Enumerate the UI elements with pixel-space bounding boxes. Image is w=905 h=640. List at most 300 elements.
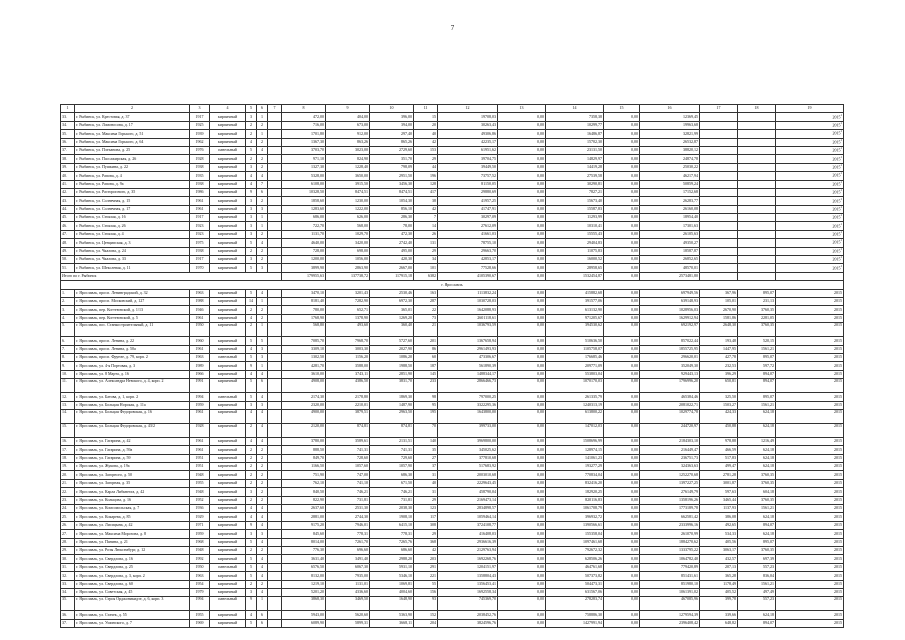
cell-text: 123 (430, 505, 436, 511)
cell-text: 3724108,77 (477, 522, 496, 528)
cell-a (282, 230, 326, 238)
cell-j (700, 314, 738, 322)
cell-text: 0,00 (631, 471, 638, 477)
cell-en (257, 572, 268, 580)
cell-n (61, 113, 75, 121)
cell-e (438, 362, 498, 370)
cell-text: 2963,50 (399, 409, 412, 414)
cell-a (282, 393, 326, 401)
cell-fl (246, 611, 257, 619)
cell-text: 0,00 (537, 164, 544, 170)
cell-d (414, 505, 438, 513)
cell-text: 1 (261, 214, 263, 220)
cell-text: 2015 (834, 564, 842, 570)
cell-h (604, 306, 640, 314)
total-cell-yr (776, 272, 844, 280)
cell-addr (75, 247, 190, 255)
cell-text: 5 (250, 572, 252, 578)
cell-yr (776, 555, 844, 563)
header-cell: 2 (75, 105, 190, 113)
table-row (61, 188, 844, 196)
cell-h (604, 323, 640, 337)
cell-mat (210, 230, 246, 238)
section-title: г. Ярославль (61, 281, 844, 289)
cell-e (438, 353, 498, 361)
cell-text: 27539,58 (587, 172, 602, 178)
cell-text: 0,00 (537, 547, 544, 553)
table-row (61, 555, 844, 563)
total-cell-j (700, 272, 738, 280)
cell-text: 2015 (832, 206, 841, 212)
cell-a (282, 580, 326, 588)
total-cell-b: 137738,72 (326, 272, 370, 280)
cell-c (370, 611, 414, 619)
cell-text: 495,00 (401, 248, 412, 254)
cell-text: 0,00 (537, 497, 544, 503)
cell-text: 2003010,68 (477, 471, 496, 477)
cell-addr (75, 597, 190, 611)
cell-text: 231,13 (763, 298, 774, 304)
cell-year (190, 306, 210, 314)
cell-text: 1488344,17 (477, 371, 496, 377)
cell-j (700, 138, 738, 146)
cell-n (61, 401, 75, 409)
cell-f (498, 479, 546, 487)
cell-text: 0,00 (631, 580, 638, 586)
cell-text: 894,07 (763, 378, 774, 384)
cell-text: 497,49 (763, 589, 774, 595)
cell-g (546, 505, 604, 513)
cell-d (414, 163, 438, 171)
cell-text: 0,00 (537, 378, 544, 384)
cell-yr (776, 446, 844, 454)
cell-text: 1923 (195, 222, 204, 228)
cell-a (282, 205, 326, 213)
cell-h (604, 538, 640, 546)
table-row (61, 222, 844, 230)
cell-text: кирпичный (217, 322, 238, 328)
cell-text: 2015 (832, 231, 841, 237)
cell-e (438, 563, 498, 571)
cell-text: 1228,40 (355, 164, 368, 170)
cell-blank (268, 214, 282, 222)
cell-e (438, 393, 498, 401)
cell-text: 2531,30 (355, 505, 368, 511)
cell-k (738, 337, 776, 345)
cell-text: 6108,00 (311, 180, 324, 186)
cell-addr (75, 379, 190, 393)
cell-en (257, 172, 268, 180)
cell-text: г. Ярославль, ул. Свердлова, д. 3, корп. 2 (76, 572, 145, 578)
cell-h (604, 530, 640, 538)
cell-fl (246, 130, 257, 138)
cell-text: 16486,87 (587, 130, 602, 136)
cell-text: 2015 (834, 463, 842, 469)
cell-k (738, 172, 776, 180)
cell-text: 3631,40 (311, 555, 324, 561)
cell-a (282, 611, 326, 619)
cell-text: 1131,01 (355, 580, 368, 586)
cell-i (640, 353, 700, 361)
cell-j (700, 505, 738, 513)
cell-text: 450,88 (725, 423, 736, 428)
cell-d (414, 572, 438, 580)
total-cell-d: 6382 (414, 272, 438, 280)
table-row (61, 163, 844, 171)
cell-addr (75, 172, 190, 180)
cell-e (438, 496, 498, 504)
cell-text: кирпичный (217, 222, 238, 228)
table-row (61, 530, 844, 538)
table-row (61, 314, 844, 322)
cell-i (640, 488, 700, 496)
cell-year (190, 555, 210, 563)
cell-text: 0,00 (537, 231, 544, 237)
cell-text: 2834898,57 (477, 505, 496, 511)
cell-text: 46217,94 (683, 172, 698, 178)
cell-mat (210, 479, 246, 487)
cell-b (326, 205, 370, 213)
cell-fl (246, 197, 257, 205)
cell-b (326, 264, 370, 272)
cell-n (61, 264, 75, 272)
cell-i (640, 247, 700, 255)
cell-en (257, 619, 268, 627)
cell-text: 3760,35 (761, 471, 774, 477)
cell-k (738, 479, 776, 487)
cell-en (257, 239, 268, 247)
cell-i (640, 446, 700, 454)
cell-en (257, 297, 268, 305)
cell-yr (776, 337, 844, 345)
cell-text: 504473,31 (585, 580, 602, 586)
cell-text: 27 (432, 455, 436, 461)
cell-k (738, 247, 776, 255)
cell-b (326, 597, 370, 611)
cell-text: 141061,23 (585, 455, 602, 461)
cell-b (326, 563, 370, 571)
cell-mat (210, 155, 246, 163)
cell-text: 147012,03 (585, 423, 602, 428)
cell-g (546, 205, 604, 213)
cell-text: г. Рыбинск, ул. Шекслевая, д. 11 (76, 264, 131, 270)
cell-i (640, 379, 700, 393)
cell-j (700, 471, 738, 479)
table-row (61, 580, 844, 588)
header-row (61, 105, 844, 113)
cell-a (282, 188, 326, 196)
table-row (61, 146, 844, 154)
cell-mat (210, 256, 246, 264)
cell-text: 34. (62, 589, 67, 595)
cell-blank (268, 337, 282, 345)
cell-n (61, 155, 75, 163)
cell-i (640, 163, 700, 171)
cell-b (326, 409, 370, 423)
table-row (61, 463, 844, 471)
cell-text: г. Рыбинск, ул. Максима Горького, д. 64 (76, 138, 144, 144)
cell-text: 465384,46 (681, 393, 698, 399)
cell-fl (246, 471, 257, 479)
cell-text: 697949,56 (681, 289, 698, 295)
cell-en (257, 256, 268, 264)
cell-text: 0,00 (537, 393, 544, 399)
cell-text: 8474,51 (355, 189, 368, 195)
cell-e (438, 505, 498, 513)
cell-text: 3 (261, 530, 263, 536)
cell-b (326, 121, 370, 129)
cell-blank (268, 306, 282, 314)
cell-text: 3760,35 (761, 480, 774, 486)
cell-h (604, 345, 640, 353)
cell-addr (75, 323, 190, 337)
cell-n (61, 619, 75, 627)
cell-h (604, 264, 640, 272)
cell-text: 2120,00 (311, 423, 324, 428)
cell-text: 1950 (195, 564, 204, 570)
cell-text: 41747,91 (481, 206, 496, 212)
cell-text: 2 (261, 155, 263, 161)
cell-f (498, 130, 546, 138)
cell-yr (776, 314, 844, 322)
cell-text: 4 (261, 423, 263, 428)
cell-blank (268, 505, 282, 513)
cell-text: кирпичный (217, 572, 238, 578)
cell-a (282, 247, 326, 255)
cell-text: 236751,73 (681, 455, 698, 461)
cell-mat (210, 205, 246, 213)
cell-text: г. Ярославль, ул. Кокарева, д. 85 (76, 513, 131, 519)
cell-n (61, 588, 75, 596)
cell-n (61, 180, 75, 188)
cell-en (257, 113, 268, 121)
cell-text: кирпичный (217, 455, 238, 461)
cell-text: 2742,40 (399, 239, 412, 245)
cell-c (370, 401, 414, 409)
cell-text: 1884270,62 (679, 538, 698, 544)
table-row (61, 513, 844, 521)
cell-text: 2015 (834, 480, 842, 486)
cell-blank (268, 362, 282, 370)
cell-text: 2015 (834, 315, 842, 321)
cell-e (438, 306, 498, 314)
cell-text: 2015 (834, 488, 842, 494)
cell-i (640, 597, 700, 611)
cell-n (61, 146, 75, 154)
cell-n (61, 197, 75, 205)
cell-j (700, 496, 738, 504)
cell-en (257, 306, 268, 314)
cell-e (438, 437, 498, 445)
cell-text: 365,28 (725, 572, 736, 578)
cell-fl (246, 188, 257, 196)
cell-en (257, 463, 268, 471)
cell-mat (210, 588, 246, 596)
cell-text: 31. (62, 564, 67, 570)
cell-d (414, 513, 438, 521)
cell-text: 78755,10 (481, 239, 496, 245)
cell-text: 4 (250, 371, 252, 377)
cell-text: 2015 (834, 596, 842, 602)
cell-text: 557,23 (763, 564, 774, 570)
cell-text: панельный (218, 393, 237, 399)
cell-text: 5 (250, 337, 252, 343)
cell-text: 2015 (834, 538, 842, 544)
cell-n (61, 297, 75, 305)
cell-g (546, 230, 604, 238)
cell-fl (246, 530, 257, 538)
cell-text: 32821,99 (683, 130, 698, 136)
cell-text: 5899,31 (355, 620, 368, 626)
cell-g (546, 247, 604, 255)
cell-en (257, 121, 268, 129)
cell-text: 458790,04 (479, 488, 496, 494)
cell-fl (246, 521, 257, 529)
total-cell-c: 117915,18 (370, 272, 414, 280)
cell-text: 1948 (195, 471, 204, 477)
cell-year (190, 393, 210, 401)
cell-text: 3 (250, 256, 252, 262)
cell-text: 0,00 (631, 180, 638, 186)
cell-text: 3868,30 (311, 596, 324, 602)
cell-k (738, 256, 776, 264)
cell-text: 152 (430, 611, 436, 617)
cell-g (546, 546, 604, 554)
cell-text: г. Ярославль, просп. Ленина, д. 50а (76, 345, 136, 351)
cell-d (414, 306, 438, 314)
cell-f (498, 597, 546, 611)
cell-text: кирпичный (217, 580, 238, 586)
cell-n (61, 521, 75, 529)
cell-i (640, 409, 700, 423)
cell-text: 780,00 (313, 306, 324, 312)
footnote-mark: 1 (840, 238, 842, 243)
cell-text: 849,70 (313, 455, 324, 461)
cell-a (282, 323, 326, 337)
cell-text: 0,00 (537, 315, 544, 321)
cell-text: 3610,00 (311, 371, 324, 377)
cell-yr (776, 463, 844, 471)
cell-text: 888,50 (313, 446, 324, 452)
cell-text: 1951 (195, 455, 204, 461)
cell-en (257, 247, 268, 255)
cell-yr (776, 409, 844, 423)
cell-text: 4 (250, 172, 252, 178)
cell-text: 857022,44 (681, 337, 698, 343)
cell-text: 48. (62, 239, 67, 245)
cell-text: 2015 (834, 572, 842, 578)
cell-f (498, 146, 546, 154)
cell-d (414, 130, 438, 138)
cell-text: 1961 (195, 197, 204, 203)
cell-text: 1935 (195, 172, 204, 178)
cell-text: 5 (250, 538, 252, 544)
cell-text: 1955 (195, 611, 204, 617)
cell-i (640, 362, 700, 370)
cell-text: 48570,01 (683, 264, 698, 270)
cell-text: 29 (432, 530, 436, 536)
cell-text: 3023,00 (355, 147, 368, 153)
cell-j (700, 180, 738, 188)
cell-n (61, 323, 75, 337)
cell-year (190, 580, 210, 588)
cell-text: 1917 (195, 256, 204, 262)
cell-fl (246, 572, 257, 580)
cell-text: 3 (261, 401, 263, 407)
cell-text: 7 (261, 180, 263, 186)
cell-yr (776, 538, 844, 546)
cell-k (738, 353, 776, 361)
table-row (61, 297, 844, 305)
cell-addr (75, 611, 190, 619)
cell-text: 8132,00 (311, 572, 324, 578)
cell-a (282, 345, 326, 353)
cell-fl (246, 239, 257, 247)
cell-g (546, 188, 604, 196)
cell-j (700, 113, 738, 121)
cell-text: 0,00 (537, 522, 544, 528)
cell-g (546, 538, 604, 546)
cell-text: 9 (250, 189, 252, 195)
cell-text: кирпичный (217, 289, 238, 295)
cell-h (604, 393, 640, 401)
cell-text: 20. (62, 471, 67, 477)
cell-text: 297,40 (401, 130, 412, 136)
cell-text: 1948 (195, 488, 204, 494)
cell-mat (210, 563, 246, 571)
cell-text: 2015 (832, 130, 841, 136)
cell-fl (246, 409, 257, 423)
cell-text: 22. (62, 488, 67, 494)
cell-text: кирпичный (217, 189, 238, 195)
cell-text: 49350,27 (683, 239, 698, 245)
table-row (61, 521, 844, 529)
cell-text: 3824596,76 (477, 620, 496, 626)
cell-text: г. Ярославль, ул. Больцая Федоровская, д. 16 (76, 409, 152, 414)
cell-n (61, 379, 75, 393)
cell-text: 568,00 (357, 222, 368, 228)
cell-e (438, 188, 498, 196)
cell-text: 278283,74 (585, 596, 602, 602)
cell-c (370, 513, 414, 521)
cell-blank (268, 423, 282, 437)
cell-c (370, 205, 414, 213)
cell-e (438, 580, 498, 588)
cell-k (738, 345, 776, 353)
cell-text: г. Ярославль, ул. Советская, д. 45 (76, 589, 133, 595)
cell-blank (268, 479, 282, 487)
cell-text: 2015 (832, 147, 841, 153)
cell-e (438, 588, 498, 596)
cell-text: 193,48 (725, 337, 736, 343)
cell-j (700, 521, 738, 529)
cell-d (414, 409, 438, 423)
cell-text: кирпичный (217, 438, 238, 444)
cell-yr (776, 479, 844, 487)
cell-text: 2 (250, 122, 252, 128)
cell-fl (246, 323, 257, 337)
cell-text: 2015 (834, 471, 842, 477)
cell-text: 2 (261, 446, 263, 452)
cell-c (370, 353, 414, 361)
cell-text: 1356453,41 (477, 580, 496, 586)
cell-h (604, 619, 640, 627)
cell-text: 692192,97 (681, 322, 698, 328)
cell-i (640, 463, 700, 471)
cell-k (738, 496, 776, 504)
cell-text: 2178,80 (355, 393, 368, 399)
cell-i (640, 188, 700, 196)
